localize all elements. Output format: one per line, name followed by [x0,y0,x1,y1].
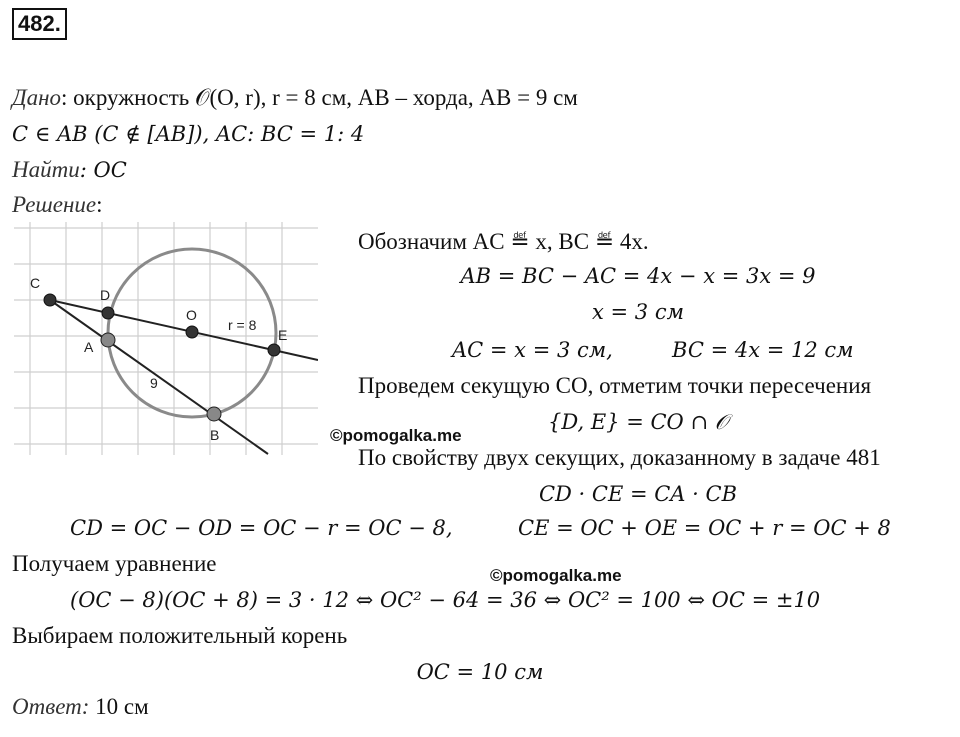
label-d: D [100,287,111,303]
step-equation-label: Получаем уравнение [12,551,217,576]
step-cd-expression: CD = OC − OD = OC − r = OC − 8, [70,516,453,540]
point-d [102,307,114,319]
step-x-value: x = 3 см [592,300,684,324]
solution-label: Решение [12,192,97,217]
step-solve-equation: (OC − 8)(OC + 8) = 3 · 12 ⇔ OC² − 64 = 36 ⇔ OC² = 100 ⇔ OC = ±10 [70,588,821,612]
point-o [186,326,198,338]
step-ab-equation: AB = BC − AC = 4x − x = 3x = 9 [460,264,816,288]
step-secant-text: Проведем секущую CO, отметим точки пересечения [358,373,872,398]
geometry-figure [14,222,318,455]
label-e: E [278,327,288,343]
step-result: OC = 10 см [416,660,544,684]
label-c: C [30,275,41,291]
point-a [101,333,115,347]
point-e [268,344,280,356]
problem-number: 482. [12,8,67,40]
label-a: A [84,339,94,355]
point-b [207,407,221,421]
step-notation: Обозначим AC ≝ x, BC ≝ 4x. [358,229,649,254]
grid [14,222,318,455]
point-c [44,294,56,306]
find-text: : OC [79,158,127,182]
given-text-1: : окружность 𝒪(O, r), r = 8 см, AB – хорда, AB = 9 см [61,85,578,110]
answer-line [12,693,149,721]
step-intersection: {D, E} = CO ∩ 𝒪 [548,410,728,434]
label-nine: 9 [150,375,158,391]
label-o: O [186,307,197,323]
step-ac-value: AC = x = 3 см, [452,338,613,362]
watermark-2: ©pomogalka.me [490,566,622,585]
step-property-text: По свойству двух секущих, доказанному в задаче 481 [358,445,881,470]
find-line [12,156,127,184]
solution-heading [12,191,103,219]
given-line-1 [12,84,578,112]
answer-value: 10 см [95,694,149,719]
step-bc-value: BC = 4x = 12 см [672,338,854,362]
answer-label: Ответ: [12,694,90,719]
given-label: Дано [12,85,62,110]
given-line-2: C ∈ AB (C ∉ [AB]), AC: BC = 1: 4 [12,122,365,146]
step-secant-product: CD · CE = CA · CB [538,482,738,506]
find-label: Найти [12,157,80,182]
solution-colon: : [96,192,103,217]
step-ce-expression: CE = OC + OE = OC + r = OC + 8 [518,516,891,540]
label-b: B [210,427,220,443]
step-choose-root: Выбираем положительный корень [12,623,348,648]
watermark-1: ©pomogalka.me [330,426,462,445]
label-r: r = 8 [228,317,257,333]
